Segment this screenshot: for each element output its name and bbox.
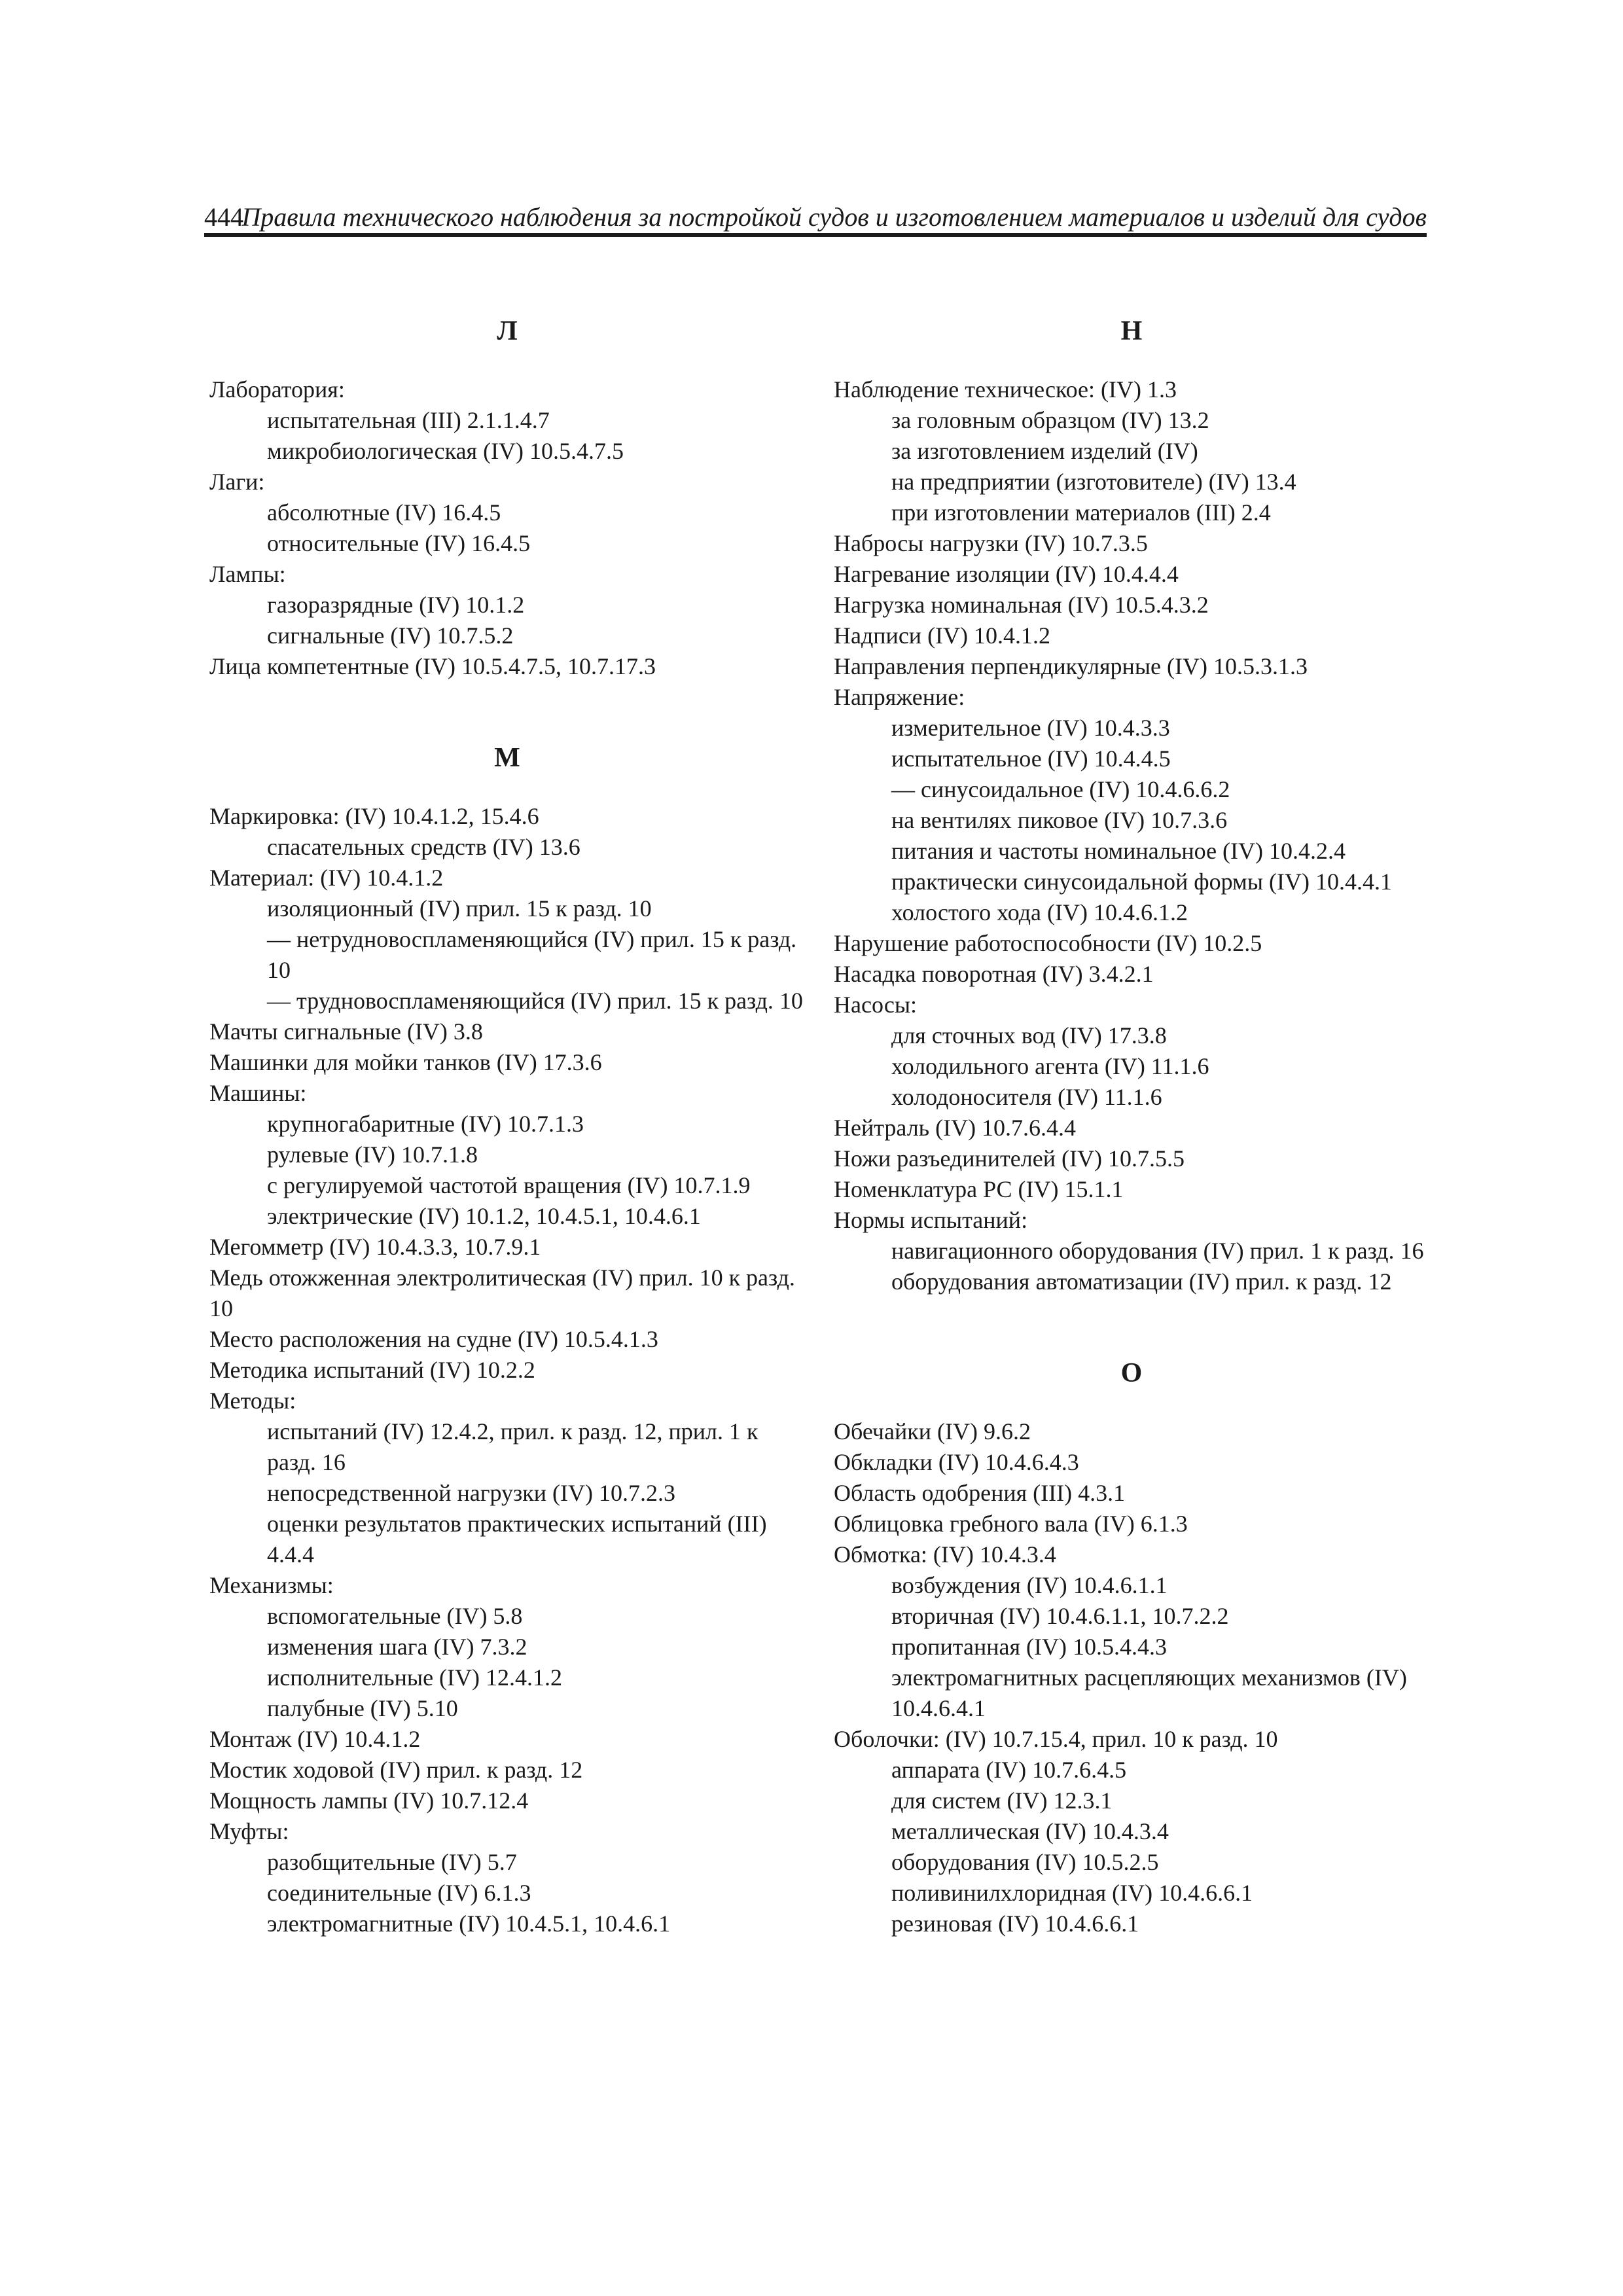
index-subentry: относительные (IV) 16.4.5	[267, 530, 531, 556]
index-subentry: вторичная (IV) 10.4.6.1.1, 10.7.2.2	[891, 1603, 1229, 1629]
index-subentry: холодоносителя (IV) 11.1.6	[891, 1084, 1162, 1110]
index-subentry: испытательная (III) 2.1.1.4.7	[267, 407, 550, 433]
index-entry: Ножи разъединителей (IV) 10.7.5.5	[834, 1145, 1185, 1172]
index-subentry: — синусоидальное (IV) 10.4.6.6.2	[891, 776, 1230, 802]
index-subentry: электромагнитных расцепляющих механизмов (IV) 10.4.6.4.1	[891, 1664, 1407, 1721]
section-letter: Н	[1120, 316, 1143, 346]
index-subentry: электрические (IV) 10.1.2, 10.4.5.1, 10.4.6.1	[267, 1203, 701, 1229]
index-entry: Материал: (IV) 10.4.1.2	[209, 865, 444, 891]
index-entry: Мощность лампы (IV) 10.7.12.4	[209, 1787, 529, 1814]
index-subentry: — трудновоспламеняющийся (IV) прил. 15 к разд. 10	[267, 988, 803, 1014]
index-entry: Насосы:	[834, 992, 918, 1018]
index-subentry: абсолютные (IV) 16.4.5	[267, 499, 501, 526]
index-subentry: соединительные (IV) 6.1.3	[267, 1880, 531, 1906]
index-entry: Методы:	[209, 1388, 296, 1414]
index-subentry: микробиологическая (IV) 10.5.4.7.5	[267, 438, 624, 464]
index-subentry: на вентилях пиковое (IV) 10.7.3.6	[891, 807, 1228, 833]
index-subentry: поливинилхлоридная (IV) 10.4.6.6.1	[891, 1880, 1253, 1906]
section-letter: О	[1120, 1358, 1143, 1388]
index-subentry: — нетрудновоспламеняющийся (IV) прил. 15 к разд. 10	[267, 926, 797, 983]
index-subentry: изоляционный (IV) прил. 15 к разд. 10	[267, 895, 652, 922]
index-entry: Мачты сигнальные (IV) 3.8	[209, 1018, 483, 1045]
index-entry: Лампы:	[209, 561, 286, 587]
index-entry-list	[209, 801, 805, 1939]
index-entry: Нормы испытаний:	[834, 1207, 1028, 1233]
index-subentry: изменения шага (IV) 7.3.2	[267, 1634, 527, 1660]
index-subentry: пропитанная (IV) 10.5.4.4.3	[891, 1634, 1167, 1660]
index-subentry: рулевые (IV) 10.7.1.8	[267, 1141, 478, 1168]
index-entry: Облицовка гребного вала (IV) 6.1.3	[834, 1511, 1188, 1537]
index-subentry: для сточных вод (IV) 17.3.8	[891, 1022, 1167, 1049]
index-subentry: металлическая (IV) 10.4.3.4	[891, 1818, 1169, 1844]
index-entry: Мостик ходовой (IV) прил. к разд. 12	[209, 1757, 583, 1783]
index-section	[834, 314, 1429, 1297]
index-subentry: за изготовлением изделий (IV)	[891, 438, 1198, 464]
index-entry: Муфты:	[209, 1818, 289, 1844]
index-subentry: холодильного агента (IV) 11.1.6	[891, 1053, 1209, 1079]
index-entry: Номенклатура РС (IV) 15.1.1	[834, 1176, 1124, 1202]
index-subentry: испытательное (IV) 10.4.4.5	[891, 745, 1171, 772]
index-entry: Нейтраль (IV) 10.7.6.4.4	[834, 1115, 1077, 1141]
index-entry-list	[209, 374, 805, 682]
index-entry: Направления перпендикулярные (IV) 10.5.3.1.3	[834, 653, 1308, 679]
index-entry: Лица компетентные (IV) 10.5.4.7.5, 10.7.17.3	[209, 653, 656, 679]
index-subentry: возбуждения (IV) 10.4.6.1.1	[891, 1572, 1168, 1598]
index-subentry: измерительное (IV) 10.4.3.3	[891, 715, 1170, 741]
index-entry: Надписи (IV) 10.4.1.2	[834, 622, 1051, 649]
index-subentry: спасательных средств (IV) 13.6	[267, 834, 580, 860]
index-entry: Насадка поворотная (IV) 3.4.2.1	[834, 961, 1154, 987]
index-subentry: оборудования (IV) 10.5.2.5	[891, 1849, 1159, 1875]
index-subentry: сигнальные (IV) 10.7.5.2	[267, 622, 514, 649]
index-subentry: практически синусоидальной формы (IV) 10.4.4.1	[891, 869, 1392, 895]
index-subentry: палубные (IV) 5.10	[267, 1695, 458, 1721]
index-entry: Место расположения на судне (IV) 10.5.4.1.3	[209, 1326, 658, 1352]
index-section	[209, 314, 805, 682]
index-column-left	[209, 314, 805, 1939]
index-subentry: для систем (IV) 12.3.1	[891, 1787, 1113, 1814]
page-number: 444	[204, 202, 243, 232]
index-entry: Нагрузка номинальная (IV) 10.5.4.3.2	[834, 592, 1209, 618]
index-column-right	[834, 314, 1429, 1939]
index-section	[209, 741, 805, 1939]
index-entry: Область одобрения (III) 4.3.1	[834, 1480, 1126, 1506]
index-subentry: непосредственной нагрузки (IV) 10.7.2.3	[267, 1480, 675, 1506]
index-entry: Обечайки (IV) 9.6.2	[834, 1418, 1031, 1444]
index-subentry: исполнительные (IV) 12.4.1.2	[267, 1664, 563, 1691]
index-entry: Напряжение:	[834, 684, 965, 710]
index-subentry: оборудования автоматизации (IV) прил. к разд. 12	[891, 1268, 1392, 1295]
index-subentry: оценки результатов практических испытаний (III) 4.4.4	[267, 1511, 767, 1568]
index-subentry: за головным образцом (IV) 13.2	[891, 407, 1209, 433]
page-header	[204, 200, 1427, 234]
running-title: Правила технического наблюдения за постройкой судов и изготовлением материалов и изделий для судов	[241, 202, 1427, 232]
index-entry-list	[834, 374, 1429, 1297]
index-entry: Оболочки: (IV) 10.7.15.4, прил. 10 к разд. 10	[834, 1726, 1278, 1752]
index-entry: Набросы нагрузки (IV) 10.7.3.5	[834, 530, 1148, 556]
index-subentry: аппарата (IV) 10.7.6.4.5	[891, 1757, 1127, 1783]
index-entry: Лаборатория:	[209, 376, 345, 403]
index-entry: Лаги:	[209, 469, 265, 495]
index-subentry: разобщительные (IV) 5.7	[267, 1849, 517, 1875]
index-subentry: на предприятии (изготовителе) (IV) 13.4	[891, 469, 1296, 495]
index-subentry: при изготовлении материалов (III) 2.4	[891, 499, 1271, 526]
index-subentry: питания и частоты номинальное (IV) 10.4.2.4	[891, 838, 1346, 864]
index-entry: Маркировка: (IV) 10.4.1.2, 15.4.6	[209, 803, 539, 829]
index-section	[834, 1356, 1429, 1939]
index-subentry: вспомогательные (IV) 5.8	[267, 1603, 523, 1629]
index-subentry: газоразрядные (IV) 10.1.2	[267, 592, 525, 618]
index-entry: Обкладки (IV) 10.4.6.4.3	[834, 1449, 1079, 1475]
index-subentry: холостого хода (IV) 10.4.6.1.2	[891, 899, 1188, 925]
index-subentry: электромагнитные (IV) 10.4.5.1, 10.4.6.1	[267, 1910, 671, 1937]
index-entry: Машинки для мойки танков (IV) 17.3.6	[209, 1049, 602, 1075]
section-letter: Л	[497, 316, 518, 346]
index-entry: Обмотка: (IV) 10.4.3.4	[834, 1541, 1056, 1568]
index-subentry: резиновая (IV) 10.4.6.6.1	[891, 1910, 1139, 1937]
index-subentry: крупногабаритные (IV) 10.7.1.3	[267, 1111, 584, 1137]
index-subentry: испытаний (IV) 12.4.2, прил. к разд. 12, прил. 1 к разд. 16	[267, 1418, 758, 1475]
index-entry-list	[834, 1416, 1429, 1939]
index-entry: Нагревание изоляции (IV) 10.4.4.4	[834, 561, 1179, 587]
index-entry: Монтаж (IV) 10.4.1.2	[209, 1726, 421, 1752]
index-entry: Методика испытаний (IV) 10.2.2	[209, 1357, 535, 1383]
index-subentry: навигационного оборудования (IV) прил. 1 к разд. 16	[891, 1238, 1424, 1264]
index-entry: Нарушение работоспособности (IV) 10.2.5	[834, 930, 1262, 956]
index-entry: Мегомметр (IV) 10.4.3.3, 10.7.9.1	[209, 1234, 541, 1260]
index-entry: Машины:	[209, 1080, 307, 1106]
index-entry: Механизмы:	[209, 1572, 334, 1598]
header-rule	[204, 233, 1427, 237]
section-letter: М	[494, 743, 520, 773]
index-subentry: с регулируемой частотой вращения (IV) 10.7.1.9	[267, 1172, 751, 1198]
index-entry: Медь отожженная электролитическая (IV) прил. 10 к разд. 10	[209, 1265, 795, 1321]
index-entry: Наблюдение техническое: (IV) 1.3	[834, 376, 1177, 403]
